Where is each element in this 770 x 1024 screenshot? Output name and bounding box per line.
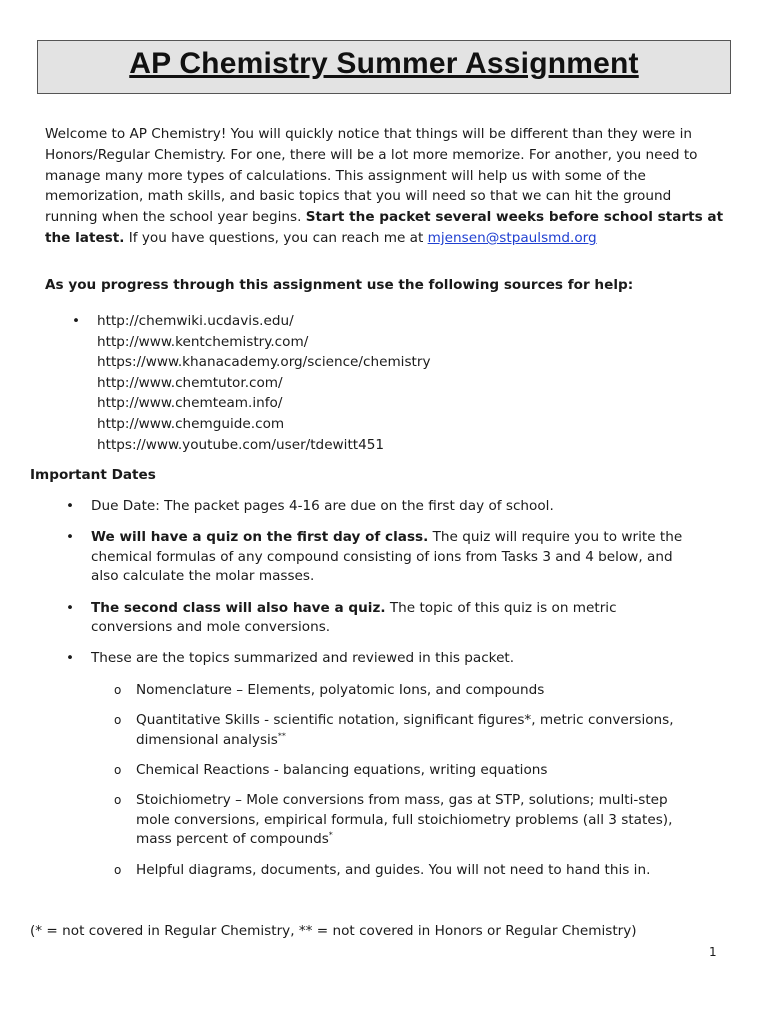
sub-bullet: o xyxy=(114,862,122,877)
source-link[interactable]: http://www.chemteam.info/ xyxy=(97,395,283,412)
intro-text: Welcome to AP Chemistry! You will quickly notice that things will be different than they were in Honors/Regular Chemistry. For one, there will be a lot more memorize. For another, you need to manage many more types of calculations. This assignment will help us with some of the memorization, math skills, and basic topics that you will need so that we can hit the ground running when the school year begins. xyxy=(45,126,698,226)
topic-item xyxy=(91,861,702,880)
source-link[interactable]: https://www.khanacademy.org/science/chemistry xyxy=(97,354,431,371)
source-link[interactable]: https://www.youtube.com/user/tdewitt451 xyxy=(97,436,385,453)
topic-text: Stoichiometry – Mole conversions from mass, gas at STP, solutions; multi-step mole conversions, empirical formula, full stoichiometry problems (all 3 states), mass percent of compounds xyxy=(136,792,673,848)
sub-bullet: o xyxy=(114,713,122,728)
quiz2-bold: The second class will also have a quiz. xyxy=(91,599,386,616)
topic-item xyxy=(91,711,702,750)
sub-bullet: o xyxy=(114,682,122,697)
topic-item xyxy=(91,791,702,849)
list-item xyxy=(62,497,702,516)
topic-text: Nomenclature – Elements, polyatomic Ions, and compounds xyxy=(136,681,545,698)
topics-intro: These are the topics summarized and reviewed in this packet. xyxy=(91,650,515,667)
list-item xyxy=(62,528,702,586)
important-dates-heading: Important Dates xyxy=(30,467,156,483)
intro-paragraph xyxy=(45,124,725,249)
intro-bold-text: Start the packet several weeks before school starts at the latest. xyxy=(45,209,724,246)
source-link[interactable]: http://www.chemguide.com xyxy=(97,415,285,432)
topic-text: Quantitative Skills - scientific notation, significant figures*, metric conversions, dimensional analysis xyxy=(136,712,674,748)
sub-bullet: o xyxy=(114,793,122,808)
footnote-marker: ** xyxy=(277,731,286,741)
footnote-marker: * xyxy=(328,830,333,840)
source-link[interactable]: http://chemwiki.ucdavis.edu/ xyxy=(97,313,294,329)
sources-list xyxy=(62,311,431,455)
topic-text: Chemical Reactions - balancing equations, writing equations xyxy=(136,762,548,779)
bullet: • xyxy=(72,313,81,329)
quiz2-text: The topic of this quiz is on metric conversions and mole conversions. xyxy=(91,599,617,636)
sub-bullet: o xyxy=(114,763,122,778)
list-item xyxy=(62,599,702,638)
page-number: 1 xyxy=(709,945,717,959)
footnote: (* = not covered in Regular Chemistry, ** = not covered in Honors or Regular Chemistry) xyxy=(30,923,637,939)
title-banner xyxy=(37,40,731,94)
important-dates-list xyxy=(62,497,702,892)
topic-item xyxy=(91,681,702,700)
bullet: • xyxy=(66,529,75,546)
topic-item xyxy=(91,761,702,780)
source-link[interactable]: http://www.chemtutor.com/ xyxy=(97,374,283,391)
bullet: • xyxy=(66,498,75,514)
bullet: • xyxy=(66,599,75,616)
due-date-text: Due Date: The packet pages 4-16 are due on the first day of school. xyxy=(91,498,554,514)
page-title: AP Chemistry Summer Assignment xyxy=(129,47,639,80)
quiz1-text: The quiz will require you to write the chemical formulas of any compound consisting of ions from Tasks 3 and 4 below, and also calculate the molar masses. xyxy=(91,529,683,585)
source-link[interactable]: http://www.kentchemistry.com/ xyxy=(97,333,309,350)
quiz1-bold: We will have a quiz on the first day of class. xyxy=(91,529,429,546)
topics-list xyxy=(91,681,702,880)
bullet: • xyxy=(66,650,75,667)
email-link[interactable]: mjensen@stpaulsmd.org xyxy=(427,229,597,246)
list-item xyxy=(62,649,702,880)
topic-text: Helpful diagrams, documents, and guides. You will not need to hand this in. xyxy=(136,861,651,878)
sources-heading: As you progress through this assignment use the following sources for help: xyxy=(45,277,634,293)
contact-text: If you have questions, you can reach me at xyxy=(128,229,424,246)
